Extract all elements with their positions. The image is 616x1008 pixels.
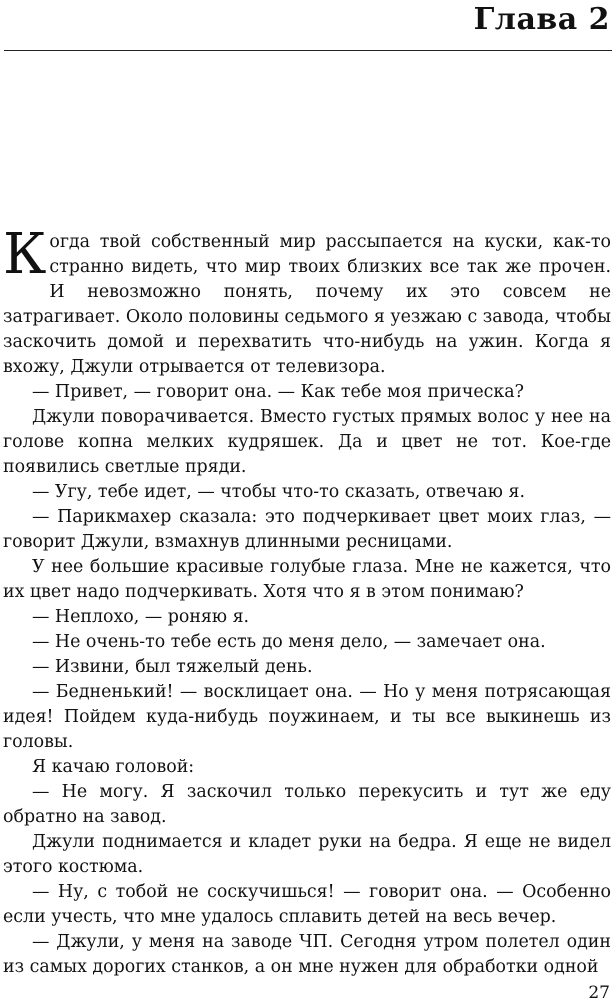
paragraph: — Джули, у меня на заводе ЧП. Сегодня утром полетел один из самых дорогих станков, а он мне нужен для обработки одной <box>3 932 611 977</box>
header-rule <box>4 50 612 51</box>
paragraph: — Привет, — говорит она. — Как тебе моя прическа? <box>32 382 524 402</box>
paragraph: — Извини, был тяжелый день. <box>32 657 313 677</box>
body-text <box>3 222 611 980</box>
paragraph: — Неплохо, — роняю я. <box>32 607 250 627</box>
paragraph: — Ну, с тобой не соскучишься! — говорит она. — Особенно если учесть, что мне удалось сплавить детей на весь вечер. <box>3 882 611 927</box>
paragraph: Джули поворачивается. Вместо густых прямых волос у нее на голове копна мелких кудряшек. Да и цвет не тот. Кое-где появились светлые пряди. <box>3 407 611 477</box>
paragraph: У нее большие красивые голубые глаза. Мне не кажется, что их цвет надо подчеркивать. Хотя что я в этом понимаю? <box>3 557 611 602</box>
first-paragraph-text: огда твой собственный мир рассыпается на куски, как-то странно видеть, что мир твоих близких все так же прочен. И невозможно понять, почему их это совсем не затрагивает. Около половины седьмого я уезжаю с завода, чтобы заскочить домой и перехватить что-нибудь на ужин. Когда я вхожу, Джули отрывается от телевизора. <box>3 232 611 377</box>
paragraph: — Угу, тебе идет, — чтобы что-то сказать, отвечаю я. <box>32 482 525 502</box>
paragraph: Джули поднимается и кладет руки на бедра. Я еще не видел этого костюма. <box>3 832 611 877</box>
drop-cap: К <box>3 222 47 287</box>
paragraph: — Не могу. Я заскочил только перекусить и тут же еду обратно на завод. <box>3 782 611 827</box>
chapter-title: Глава 2 <box>473 2 610 37</box>
page-number: 27 <box>588 983 610 1003</box>
paragraph: — Парикмахер сказала: это подчеркивает цвет моих глаз, — говорит Джули, взмахнув длинными ресницами. <box>3 507 611 552</box>
paragraph: — Не очень-то тебе есть до меня дело, — замечает она. <box>32 632 546 652</box>
first-paragraph <box>3 222 611 380</box>
paragraph: Я качаю головой: <box>32 757 195 777</box>
paragraph: — Бедненький! — восклицает она. — Но у меня потрясающая идея! Пойдем куда-нибудь поужинаем, и ты все выкинешь из головы. <box>3 682 611 752</box>
